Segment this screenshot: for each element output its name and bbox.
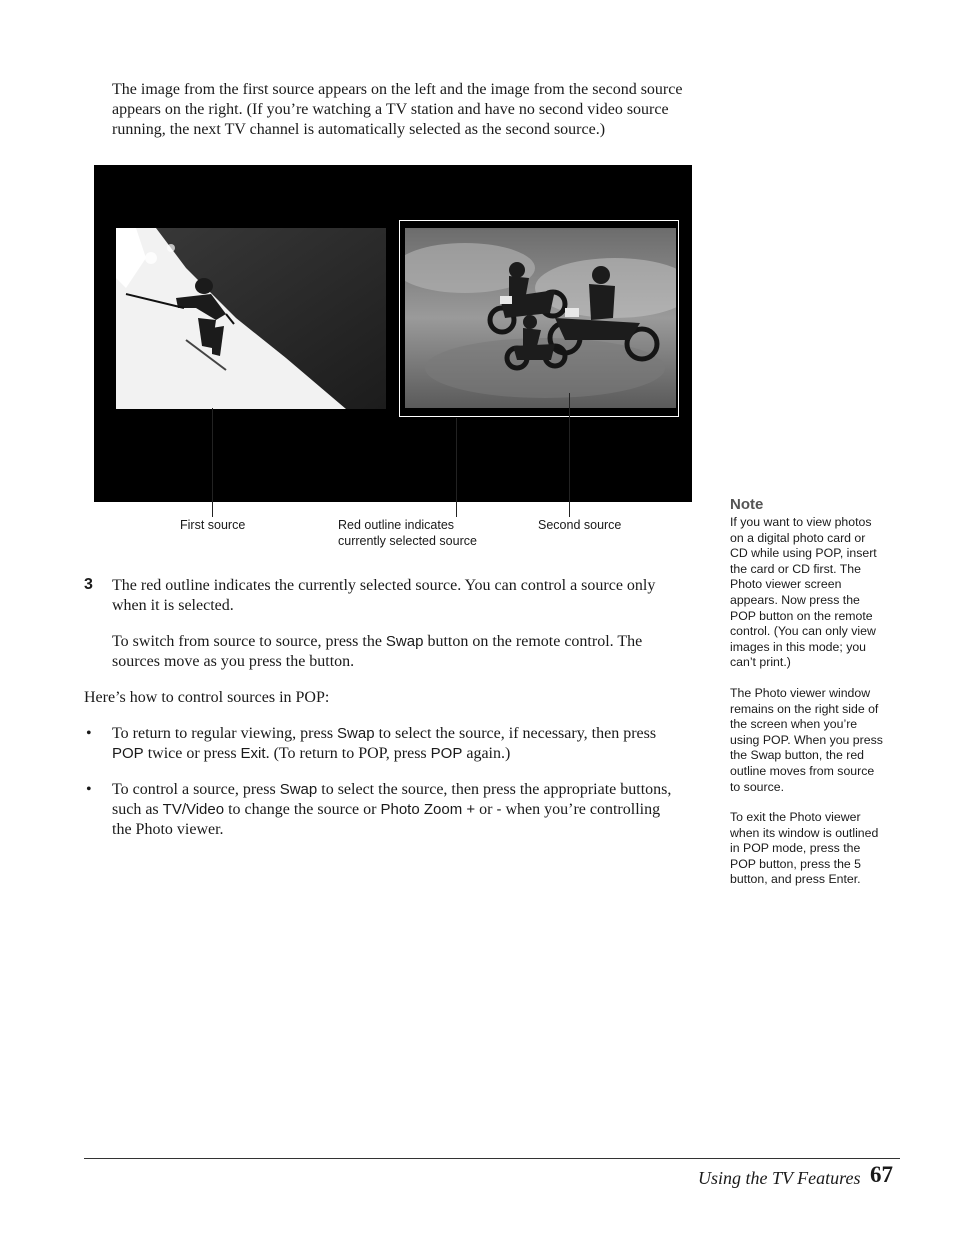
step-number: 3 (84, 576, 93, 593)
caption-outline (338, 517, 477, 549)
intro-line: appears on the right. (If you’re watching a TV station and have no second video source (112, 101, 669, 118)
note-title: Note (730, 496, 764, 513)
first-source-image (116, 228, 386, 409)
swap-button-name: Swap (385, 633, 424, 650)
step3-line: when it is selected. (112, 597, 234, 614)
caption-outline-line: currently selected source (338, 534, 477, 548)
bullet-item-return: To return to regular viewing, press Swap to select the source, if necessary, then press POP twice or press Exit. (To return to POP, press POP again.) (112, 725, 657, 762)
bullet-marker: • (86, 725, 92, 742)
note-sidebar (730, 495, 905, 888)
second-source-image (405, 228, 676, 408)
footer-section-title: Using the TV Features (698, 1168, 861, 1188)
leader-line-first-source (212, 408, 213, 517)
bullet-marker: • (86, 781, 92, 798)
swap-line: sources move as you press the button. (112, 653, 355, 670)
page-number: 67 (870, 1162, 893, 1187)
intro-line: The image from the first source appears on the left and the image from the second source (112, 81, 683, 98)
note-paragraph: To exit the Photo viewer when its window is outlined in POP mode, press the POP button, press the 5 button, and press Enter. (730, 810, 879, 887)
pop-button-name: POP (112, 745, 144, 762)
step3-line: The red outline indicates the currently selected source. You can control a source only (112, 577, 656, 594)
skier-photo (116, 228, 386, 409)
caption-first-source: First source (180, 518, 246, 532)
bullet-item-control: To control a source, press Swap to select the source, then press the appropriate buttons, such as TV/Video to change the source or Photo Zoom + or - when you’re controlling the Photo viewer. (112, 781, 672, 838)
swap-button-name: Swap (279, 781, 318, 798)
intro-line: running, the next TV channel is automatically selected as the second source.) (112, 121, 606, 138)
note-paragraph: If you want to view photos on a digital photo card or CD while using POP, insert the card or CD first. The Photo viewer screen appears. Now press the POP button on the remote control. (You can only view images in this mode; you can’t print.) (730, 515, 877, 670)
swap-paragraph (112, 632, 712, 672)
photo-zoom-button-name: Photo Zoom + (380, 801, 476, 818)
swap-button-name: Swap (337, 725, 375, 742)
step3-paragraph (112, 576, 712, 616)
tv-video-button-name: TV/Video (162, 801, 225, 818)
leader-line-outline (456, 418, 457, 517)
footer-rule (84, 1158, 900, 1159)
minus-button-name: - (496, 801, 502, 818)
howto-paragraph: Here’s how to control sources in POP: (84, 689, 330, 706)
motocross-photo (405, 228, 676, 408)
exit-button-name: Exit (240, 745, 266, 762)
pop-button-name: POP (430, 745, 463, 762)
note-paragraph: The Photo viewer window remains on the right side of the screen when you’re using POP. When you press the Swap button, the red outline moves from source to source. (730, 685, 883, 794)
leader-line-second-source (569, 393, 570, 517)
caption-second-source: Second source (538, 518, 622, 532)
caption-outline-line: Red outline indicates (338, 518, 455, 532)
swap-line: To switch from source to source, press the Swap button on the remote control. The (112, 633, 643, 650)
intro-paragraph (112, 80, 712, 140)
pop-screen-figure (94, 165, 692, 502)
